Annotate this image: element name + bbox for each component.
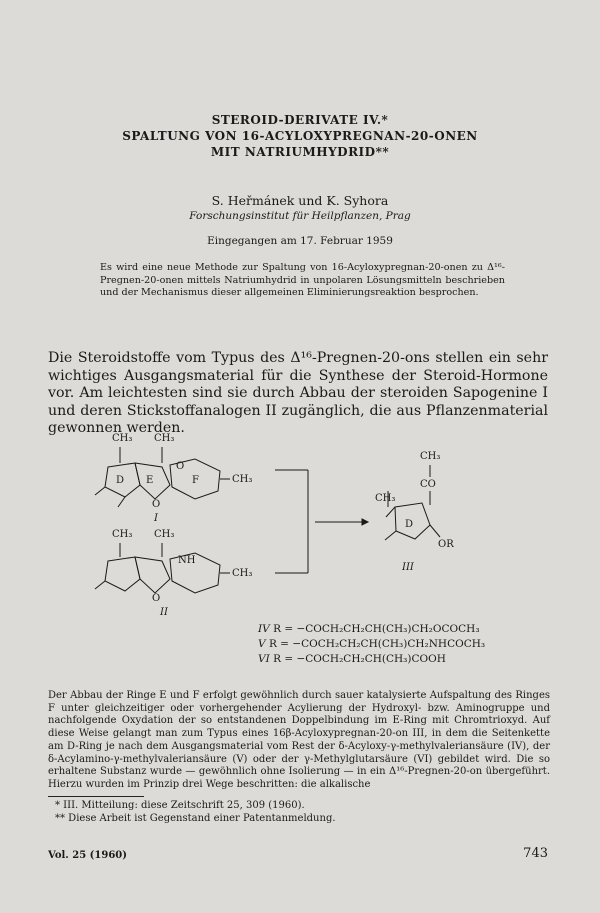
r-group-formula: R = −COCH₂CH₂CH(CH₃)COOH [273, 653, 446, 665]
oxygen-label: O [152, 593, 161, 604]
ring-d-label: D [116, 475, 125, 486]
r-group-row [258, 623, 480, 635]
r-group-formula: R = −COCH₂CH₂CH(CH₃)CH₂NHCOCH₃ [268, 638, 486, 650]
r-group-row [258, 653, 446, 665]
title-line-3: MIT NATRIUMHYDRID** [210, 145, 390, 159]
title-line-1: STEROID-DERIVATE IV.* [211, 113, 389, 127]
compound-label-2: II [160, 607, 168, 618]
ch3-label: CH₃ [232, 474, 253, 485]
volume-info: Vol. 25 (1960) [48, 850, 127, 861]
carbonyl-label: CO [420, 479, 436, 490]
r-group-label: IV [258, 623, 270, 635]
footnote-rule [48, 796, 144, 797]
intro-paragraph: Die Steroidstoffe vom Typus des Δ¹⁶-Pregnen-20-ons stellen ein sehr wichtiges Ausgangsmaterial für die Synthese der Steroid-Hormone vor. Am leichtesten sind sie durch Abbau der steroiden Sapogenine I und deren Stickstoffanalogen II zugänglich, die aus Pflanzenmaterial gewonnen werden. [48, 350, 548, 436]
reaction-scheme [90, 425, 490, 620]
footnote-2: ** Diese Arbeit ist Gegenstand einer Patentanmeldung. [55, 813, 336, 824]
r-group-row [258, 638, 485, 650]
ring-d-label: D [405, 519, 414, 530]
ch3-label: CH₃ [375, 493, 396, 504]
compound-label-1: I [154, 513, 158, 524]
authors: S. Heřmánek und K. Syhora [211, 193, 389, 208]
title-line-2: SPALTUNG VON 16-ACYLOXYPREGNAN-20-ONEN [122, 129, 478, 143]
abstract: Es wird eine neue Methode zur Spaltung von 16-Acyloxypregnan-20-onen zu Δ¹⁶-Pregnen-20-onen mittels Natriumhydrid in unpolaren Lösungsmitteln beschrieben und der Mechanismus dieser allgemeinen Eliminierungsreaktion besprochen. [100, 262, 505, 298]
ch3-label: CH₃ [232, 568, 253, 579]
received-date: Eingegangen am 17. Februar 1959 [207, 235, 393, 247]
oxygen-label: O [152, 499, 161, 510]
footnote-1: * III. Mitteilung: diese Zeitschrift 25, 309 (1960). [55, 800, 305, 811]
body-paragraph: Der Abbau der Ringe E und F erfolgt gewöhnlich durch sauer katalysierte Aufspaltung des Ringes F unter gleichzeitiger oder vorhergehender Acylierung der Hydroxyl- bzw. Aminogruppe und nachfolgende Oxydation der so entstandenen Doppelbindung im E-Ring mit Chromtrioxyd. Auf diese Weise gelangt man zum Typus eines 16β-Acyloxypregnan-20-on III, in dem die Seitenkette am D-Ring je nach dem Ausgangsmaterial vom Rest der δ-Acyloxy-γ-methylvaleriansäure (IV), der δ-Acylamino-γ-methylvaleriansäure (V) oder der γ-Methylglutarsäure (VI) gebildet wird. Die so erhaltene Substanz wurde — gewöhnlich ohne Isolierung — in ein Δ¹⁶-Pregnen-20-on übergeführt. Hierzu wurden im Prinzip drei Wege beschritten: die alkalische [48, 690, 550, 790]
r-group-formula: R = −COCH₂CH₂CH(CH₃)CH₂OCOCH₃ [273, 623, 480, 635]
nh-label: NH [178, 555, 196, 566]
oxygen-label: O [176, 461, 185, 472]
affiliation: Forschungsinstitut für Heilpflanzen, Prag [189, 210, 411, 222]
or-label: OR [438, 539, 454, 550]
ch3-label: CH₃ [154, 529, 175, 540]
ch3-label: CH₃ [112, 433, 133, 444]
r-group-label: VI [258, 653, 270, 665]
ch3-label: CH₃ [154, 433, 175, 444]
compound-label-3: III [402, 562, 414, 573]
ch3-label: CH₃ [112, 529, 133, 540]
ring-f-label: F [192, 475, 199, 486]
r-group-label: V [258, 638, 266, 650]
ring-e-label: E [146, 475, 154, 486]
ch3-label: CH₃ [420, 451, 441, 462]
page-number: 743 [523, 846, 548, 861]
